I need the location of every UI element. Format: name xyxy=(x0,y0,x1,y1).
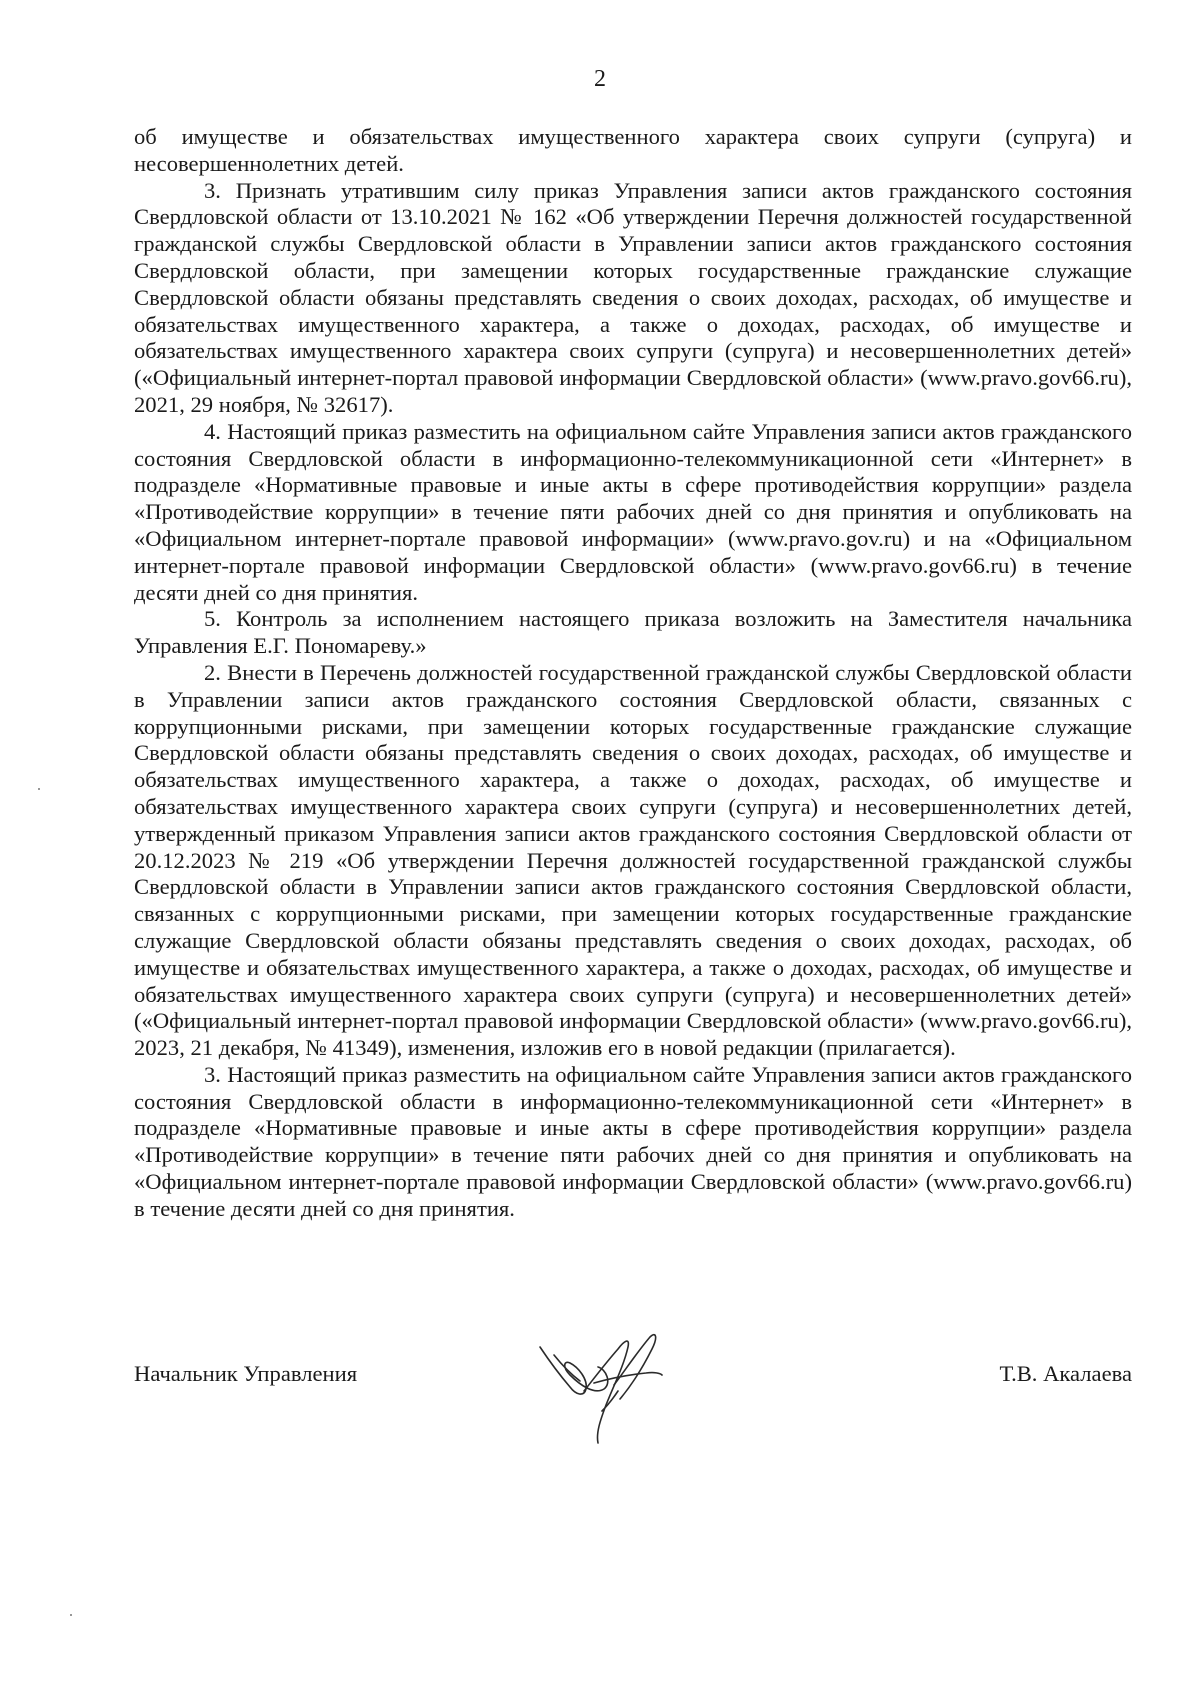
scan-speck xyxy=(70,1614,72,1616)
document-body xyxy=(134,124,1132,1223)
scan-speck xyxy=(38,788,40,790)
paragraph-item-5-control: 5. Контроль за исполнением настоящего приказа возложить на Заместителя начальника Управления Е.Г. Пономареву.» xyxy=(134,606,1132,659)
paragraph-item-3-repeal: 3. Признать утратившим силу приказ Управления записи актов гражданского состояния Свердловской области от 13.10.2021 № 162 «Об утверждении Перечня должностей государственной гражданской службы Свердловской области в Управлении записи актов гражданского состояния Свердловской области, при замещении которых государственные гражданские служащие Свердловской области обязаны представлять сведения о своих доходах, расходах, об имуществе и обязательствах имущественного характера, а также о доходах, расходах, об имуществе и обязательствах имущественного характера своих супруги (супруга) и несовершеннолетних детей» («Официальный интернет-портал правовой информации Свердловской области» (www.pravo.gov66.ru), 2021, 29 ноября, № 32617). xyxy=(134,177,1132,417)
signatory-position: Начальник Управления xyxy=(134,1361,358,1386)
paragraph-item-2-amendment: 2. Внести в Перечень должностей государственной гражданской службы Свердловской области в Управлении записи актов гражданского состояния Свердловской области, связанных с коррупционными рисками, при замещении которых государственные гражданские служащие Свердловской области обязаны представлять сведения о своих доходах, расходах, об имуществе и обязательствах имущественного характера, а также о доходах, расходах, об имуществе и обязательствах имущественного характера своих супруги (супруга) и несовершеннолетних детей, утвержденный приказом Управления записи актов гражданского состояния Свердловской области от 20.12.2023 № 219 «Об утверждении Перечня должностей государственной гражданской службы Свердловской области в Управлении записи актов гражданского состояния Свердловской области, связанных с коррупционными рисками, при замещении которых государственные гражданские служащие Свердловской области обязаны представлять сведения о своих доходах, расходах, об имуществе и обязательствах имущественного характера, а также о доходах, расходах, об имуществе и обязательствах имущественного характера своих супруги (супруга) и несовершеннолетних детей» («Официальный интернет-портал правовой информации Свердловской области» (www.pravo.gov66.ru), 2023, 21 декабря, № 41349), изменения, изложив его в новой редакции (прилагается). xyxy=(134,659,1132,1061)
paragraph-continuation: об имуществе и обязательствах имущественного характера своих супруги (супруга) и несовершеннолетних детей. xyxy=(134,124,1132,176)
signature-block xyxy=(134,1325,1132,1485)
page-number: 2 xyxy=(594,66,606,92)
signatory-name: Т.В. Акалаева xyxy=(999,1361,1132,1386)
paragraph-item-4-publication: 4. Настоящий приказ разместить на официальном сайте Управления записи актов гражданского состояния Свердловской области в информационно-телекоммуникационной сети «Интернет» в подразделе «Нормативные правовые и иные акты в сфере противодействия коррупции» раздела «Противодействие коррупции» в течение пяти рабочих дней со дня принятия и опубликовать на «Официальном интернет-портале правовой информации» (www.pravo.gov.ru) и на «Официальном интернет-портале правовой информации Свердловской области» (www.pravo.gov66.ru) в течение десяти дней со дня принятия. xyxy=(134,418,1132,605)
paragraph-item-3-placement: 3. Настоящий приказ разместить на официальном сайте Управления записи актов гражданского состояния Свердловской области в информационно-телекоммуникационной сети «Интернет» в подразделе «Нормативные правовые и иные акты в сфере противодействия коррупции» раздела «Противодействие коррупции» в течение пяти рабочих дней со дня принятия и опубликовать на «Официальном интернет-портале правовой информации Свердловской области» (www.pravo.gov66.ru) в течение десяти дней со дня принятия. xyxy=(134,1061,1132,1221)
handwritten-signature xyxy=(534,1325,674,1455)
